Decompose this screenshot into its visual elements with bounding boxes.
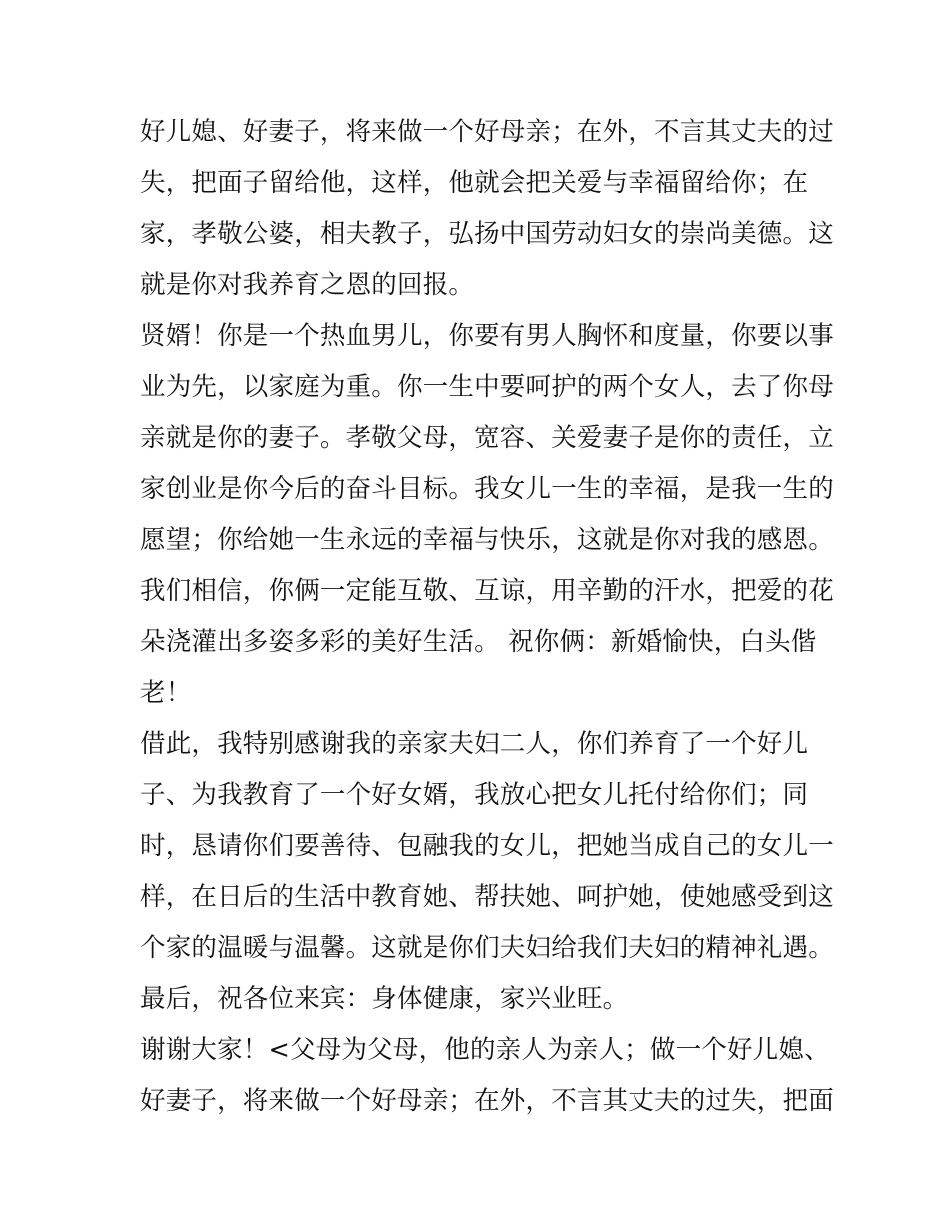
text-line: 朵浇灌出多姿多彩的美好生活。 祝你俩：新婚愉快，白头偕 xyxy=(140,627,817,657)
text-line: 我们相信，你俩一定能互敬、互谅，用辛勤的汗水，把爱的花 xyxy=(140,576,834,606)
text-line: 借此，我特别感谢我的亲家夫妇二人，你们养育了一个好儿 xyxy=(140,729,809,759)
text-line: 亲就是你的妻子。孝敬父母，宽容、关爱妻子是你的责任，立 xyxy=(140,423,834,453)
text-line: 谢谢大家！<父母为父母，他的亲人为亲人；做一个好儿媳、 xyxy=(140,1035,830,1065)
text-line: 愿望；你给她一生永远的幸福与快乐，这就是你对我的感恩。 xyxy=(140,525,834,555)
text-line: 业为先，以家庭为重。你一生中要呵护的两个女人，去了你母 xyxy=(140,372,834,402)
text-line: 样，在日后的生活中教育她、帮扶她、呵护她，使她感受到这 xyxy=(140,882,834,912)
text-line: 贤婿！你是一个热血男儿，你要有男人胸怀和度量，你要以事 xyxy=(140,321,834,351)
text-line: 好儿媳、好妻子，将来做一个好母亲；在外，不言其丈夫的过 xyxy=(140,117,834,147)
text-line: 最后，祝各位来宾：身体健康，家兴业旺。 xyxy=(140,984,629,1014)
text-line: 失，把面子留给他，这样，他就会把关爱与幸福留给你；在 xyxy=(140,168,809,198)
text-line: 时，恳请你们要善待、包融我的女儿，把她当成自己的女儿一 xyxy=(140,831,834,861)
text-line: 就是你对我养育之恩的回报。 xyxy=(140,270,475,300)
text-line: 家，孝敬公婆，相夫教子，弘扬中国劳动妇女的崇尚美德。这 xyxy=(140,219,834,249)
document-body xyxy=(140,107,834,1127)
text-line: 个家的温暖与温馨。这就是你们夫妇给我们夫妇的精神礼遇。 xyxy=(140,933,834,963)
text-line: 家创业是你今后的奋斗目标。我女儿一生的幸福，是我一生的 xyxy=(140,474,834,504)
text-line: 子、为我教育了一个好女婿，我放心把女儿托付给你们；同 xyxy=(140,780,809,810)
text-line: 好妻子，将来做一个好母亲；在外，不言其丈夫的过失，把面 xyxy=(140,1086,834,1116)
text-line: 老！ xyxy=(140,678,192,708)
